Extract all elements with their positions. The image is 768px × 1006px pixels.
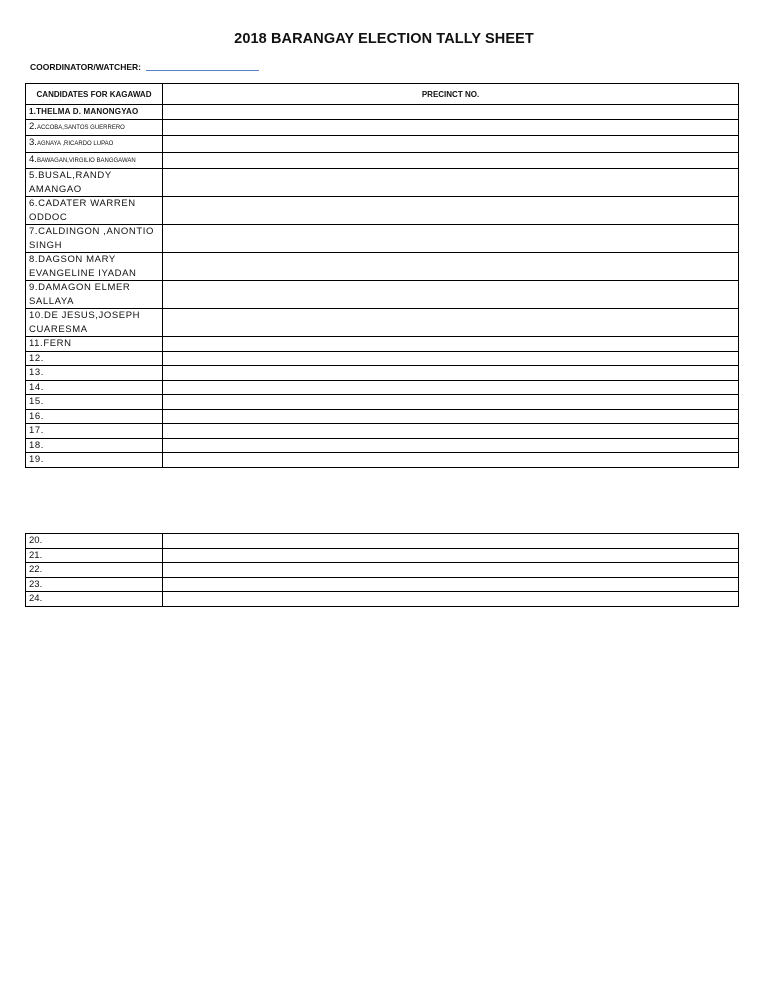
candidate-number: 5. — [29, 170, 39, 181]
candidate-name: DAGSON MARY EVANGELINE IYADAN — [29, 254, 137, 279]
candidate-name: BAWAGAN,VIRGILIO BANGGAWAN — [36, 157, 136, 164]
candidate-name-cell — [26, 105, 163, 120]
precinct-tally-cell[interactable] — [163, 169, 739, 197]
table-row — [26, 409, 739, 424]
precinct-tally-cell[interactable] — [163, 281, 739, 309]
precinct-tally-cell[interactable] — [163, 366, 739, 381]
table-row — [26, 438, 739, 453]
precinct-tally-cell[interactable] — [163, 197, 739, 225]
precinct-tally-cell[interactable] — [163, 534, 739, 549]
precinct-column-header: PRECINCT NO. — [163, 84, 739, 105]
candidate-name: BUSAL,RANDY AMANGAO — [29, 170, 112, 195]
candidate-number: 9. — [29, 282, 39, 293]
candidate-name-cell — [26, 136, 163, 153]
candidate-number: 2. — [29, 120, 37, 132]
precinct-tally-cell[interactable] — [163, 577, 739, 592]
candidate-number: 17. — [29, 425, 45, 436]
table-row — [26, 225, 739, 253]
candidate-name-cell — [26, 424, 163, 439]
candidate-number: 13. — [29, 367, 45, 378]
candidate-name-cell — [26, 380, 163, 395]
candidate-number: 12. — [29, 352, 45, 364]
table-row — [26, 309, 739, 337]
candidate-number: 18. — [29, 439, 45, 451]
precinct-tally-cell[interactable] — [163, 253, 739, 281]
coordinator-label: COORDINATOR/WATCHER: — [30, 62, 141, 72]
table-row — [26, 395, 739, 410]
precinct-tally-cell[interactable] — [163, 563, 739, 578]
candidate-name: CADATER WARREN ODDOC — [29, 198, 136, 223]
candidate-number-cell: 24. — [26, 592, 163, 607]
candidate-name-cell — [26, 152, 163, 169]
candidate-name: THELMA D. MANONGYAO — [36, 107, 139, 116]
candidate-name-cell — [26, 351, 163, 366]
precinct-tally-cell[interactable] — [163, 119, 739, 136]
tally-table-main — [25, 83, 739, 468]
table-row — [26, 281, 739, 309]
table-row — [26, 119, 739, 136]
table-row — [26, 351, 739, 366]
candidate-number: 4. — [29, 153, 37, 165]
candidate-name-cell — [26, 337, 163, 352]
precinct-tally-cell[interactable] — [163, 453, 739, 468]
candidate-name-cell — [26, 409, 163, 424]
table-row — [26, 534, 739, 549]
candidate-name: ACCOBA,SANTOS GUERRERO — [36, 124, 125, 131]
table-row — [26, 152, 739, 169]
precinct-tally-cell[interactable] — [163, 380, 739, 395]
candidate-name-cell — [26, 438, 163, 453]
candidate-number: 15. — [29, 396, 45, 407]
candidate-name-cell — [26, 225, 163, 253]
precinct-tally-cell[interactable] — [163, 395, 739, 410]
candidate-name: CALDINGON ,ANONTIO SINGH — [29, 226, 154, 251]
table-row — [26, 577, 739, 592]
table-row — [26, 548, 739, 563]
candidate-name-cell — [26, 453, 163, 468]
candidate-name-cell — [26, 309, 163, 337]
candidate-number: 14. — [29, 381, 45, 393]
candidate-name-cell — [26, 253, 163, 281]
candidate-number-cell: 20. — [26, 534, 163, 549]
candidate-name: DE JESUS,JOSEPH CUARESMA — [29, 310, 141, 335]
candidate-number: 3. — [29, 137, 37, 148]
table-row — [26, 169, 739, 197]
candidate-number: 8. — [29, 254, 39, 265]
table-row — [26, 453, 739, 468]
candidate-name-cell — [26, 395, 163, 410]
table-row — [26, 563, 739, 578]
candidate-name: FERN — [43, 338, 72, 349]
table-row — [26, 136, 739, 153]
candidate-name-cell — [26, 281, 163, 309]
precinct-tally-cell[interactable] — [163, 337, 739, 352]
candidate-name: AGNAYA ,RICARDO LUPAO — [36, 141, 114, 147]
candidate-number-cell: 23. — [26, 577, 163, 592]
tally-table-extra — [25, 533, 739, 607]
precinct-tally-cell[interactable] — [163, 136, 739, 153]
candidate-number: 6. — [29, 198, 39, 209]
candidate-number: 11. — [29, 338, 44, 349]
precinct-tally-cell[interactable] — [163, 424, 739, 439]
candidates-column-header: CANDIDATES FOR KAGAWAD — [26, 84, 163, 105]
table-row — [26, 105, 739, 120]
precinct-tally-cell[interactable] — [163, 409, 739, 424]
candidate-number: 16. — [29, 410, 45, 422]
precinct-tally-cell[interactable] — [163, 592, 739, 607]
candidate-number: 10. — [29, 310, 45, 321]
precinct-tally-cell[interactable] — [163, 152, 739, 169]
candidate-name: DAMAGON ELMER SALLAYA — [29, 282, 131, 307]
table-row — [26, 197, 739, 225]
precinct-tally-cell[interactable] — [163, 105, 739, 120]
table-row — [26, 592, 739, 607]
precinct-tally-cell[interactable] — [163, 309, 739, 337]
coordinator-signature-line[interactable] — [146, 70, 259, 71]
precinct-tally-cell[interactable] — [163, 438, 739, 453]
candidate-number: 19. — [29, 454, 45, 465]
candidate-name-cell — [26, 366, 163, 381]
page-title: 2018 BARANGAY ELECTION TALLY SHEET — [234, 31, 534, 47]
candidate-name-cell — [26, 169, 163, 197]
precinct-tally-cell[interactable] — [163, 351, 739, 366]
candidate-number: 7. — [29, 226, 39, 237]
candidate-number: 1. — [29, 107, 37, 116]
candidate-number-cell: 21. — [26, 548, 163, 563]
precinct-tally-cell[interactable] — [163, 548, 739, 563]
precinct-tally-cell[interactable] — [163, 225, 739, 253]
candidate-name-cell — [26, 119, 163, 136]
candidate-number-cell: 22. — [26, 563, 163, 578]
table-row — [26, 380, 739, 395]
candidate-name-cell — [26, 197, 163, 225]
table-row — [26, 253, 739, 281]
table-row — [26, 337, 739, 352]
table-row — [26, 366, 739, 381]
table-row — [26, 424, 739, 439]
